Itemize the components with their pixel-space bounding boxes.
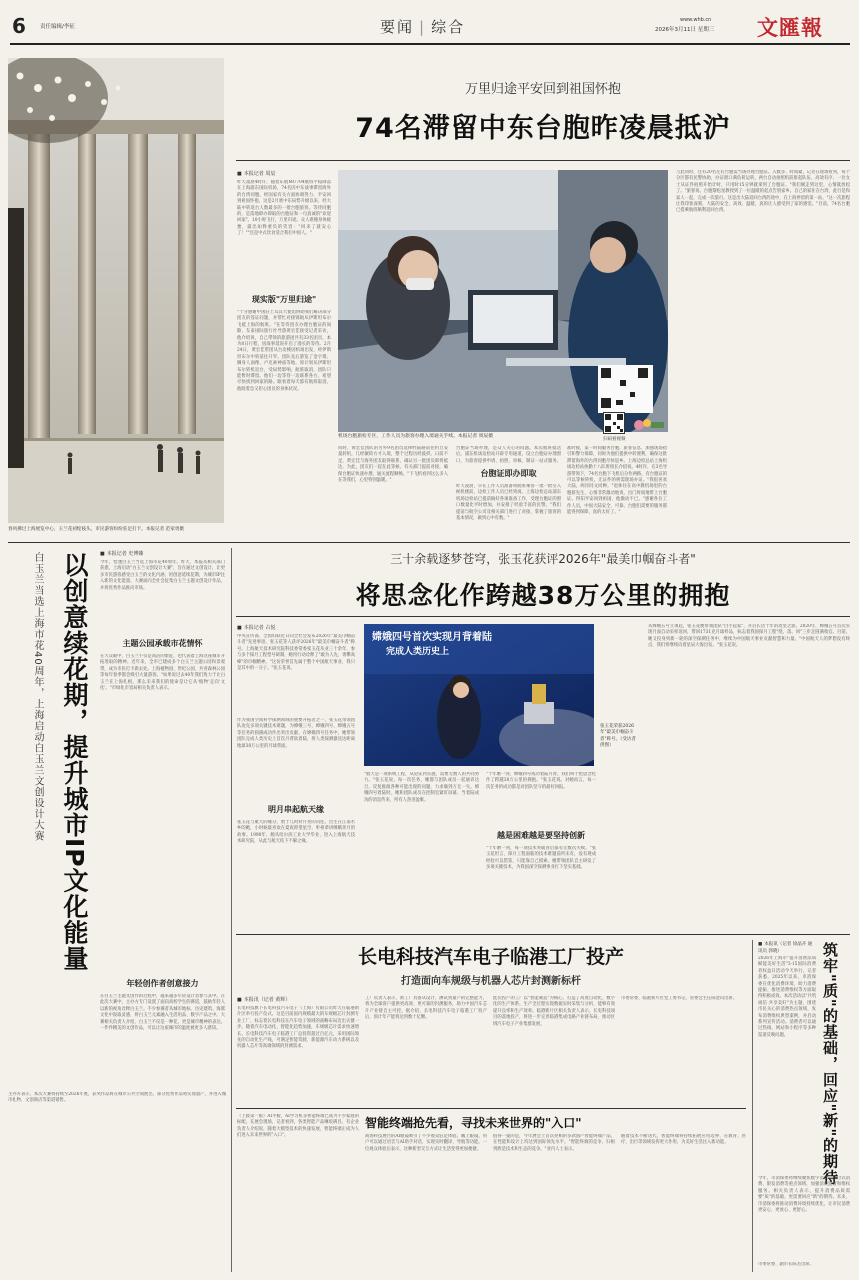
issue-date: 2026年3月11日 星期三 bbox=[655, 27, 715, 33]
story2-subhead-b: 年轻创作者创意接力 bbox=[126, 979, 199, 988]
story3-body-e: "十年磨一剑，嫦娥四号成功着陆月背，我们终于把思念化作了跨越38万公里的拥抱。"张玉花说。对她而言，每一次任务的成功都是对团队坚守的最好回报。 bbox=[486, 772, 596, 790]
story1-subhead-b: 台胞证即办即取 bbox=[480, 469, 537, 478]
story3-byline: ■ 本报记者 占悦 bbox=[237, 624, 275, 631]
story6-body-b: 商汤科技展台的AI眼镜吸引了不少观众驻足体验。戴上眼镜，用户可以通过语音与AI助手对话，实现实时翻译、导航等功能。一位观众体验后表示，这种新型交互方式让生活变得更加便捷。 bbox=[365, 1134, 487, 1152]
site-url: www.whb.cn bbox=[680, 17, 712, 23]
story3-body-d: "航天是一项系统工程，从论证到实施，需要无数人的共同努力。"张玉花说。每一次任务，她都与团队成员一起通宵达旦，反复推演各种可能出现的问题，力求做到万无一失。嫦娥四号着陆时，她和团队成员在控制室紧盯屏幕，当着陆成功的消息传来，所有人热泪盈眶。 bbox=[364, 772, 479, 803]
story1-logo-badge bbox=[633, 414, 665, 436]
section-name: 要闻 bbox=[380, 18, 415, 36]
story4-body-a: 长电科技旗下长电科技汽车电子（上海）有限公司昨天在临港新片区举行投产仪式。这是目前国内规模最大的车规级芯片封测专业工厂，标志着长电科技在汽车电子领域的战略布局迈出关键一步。随着汽车电动化、智能化趋势加速，车规级芯片需求快速增长。长电科技汽车电子临港工厂总投资超过百亿元，采用国际领先的自动化生产线，可满足智能驾驶、新能源汽车动力系统以及机器人芯片等高端领域的封测需求。 bbox=[237, 1006, 359, 1050]
story1-qr-label: 扫码看视频 bbox=[603, 437, 626, 442]
story4-body-c: 此次投产的工厂以"智能制造"为核心，打造了高度自动化、数字化的生产体系。生产全过程实现数据实时采集与分析，能够有效提升良率和生产效率。临港新片区相关负责人表示，长电科技项目的落地投产，将进一步完善临港集成电路产业链布局，推动区域汽车电子产业集群发展。 bbox=[493, 996, 615, 1027]
story1-body-c: 同时，黄宏佳团队的另外9名团员选择经陆路前往约旦安曼转机，几经辗转方才入境，整个过程历经波折。日前不足，黄宏佳与海外团友取得联系，确认另一批团员即将抵达，为此，团友们一起在此等候。有关部门提前对接，确保台胞证快速办理，通关流程顺畅。"下飞机看到这么多人在等我们，心里特别温暖。" bbox=[338, 446, 448, 484]
column-divider-right bbox=[752, 940, 753, 1272]
story1-kicker: 万里归途平安回到祖国怀抱 bbox=[464, 82, 621, 97]
story4-headline: 长电科技汽车电子临港工厂投产 bbox=[357, 946, 624, 968]
story3-photo-banner-2: 完成人类历史上 bbox=[386, 647, 450, 657]
story5-byline: ■ 本报讯（记者 徐晶卉 通讯员 郭晓） bbox=[758, 942, 816, 955]
section-rule-1 bbox=[8, 542, 850, 543]
story2-byline: ■ 本报记者 史博臻 bbox=[100, 550, 143, 557]
story3-headline: 将思念化作跨越38万公里的拥抱 bbox=[355, 581, 731, 610]
story3-kicker: 三十余载逐梦苍穹，张玉花获评2026年"最美巾帼奋斗者" bbox=[390, 552, 696, 566]
story2-vertical-headline: 以创意续花期，提升城市IP文化能量 bbox=[60, 552, 89, 972]
header-rule bbox=[10, 43, 850, 45]
story5-vertical-headline: 筑牢"质"的基础，回应"新"的期待 bbox=[821, 942, 839, 1186]
story1-photo-caption: 机场台胞旅检专区，工作人员为旅客办理入境通关手续。本报记者 周辰摄 bbox=[338, 434, 494, 439]
story3-body-c: 张玉花与航天的缘分，始于儿时对月亮的向往。出生在江南水乡的她，小时候最喜欢在夏夜仰望星空，听祖辈讲嫦娥奔月的故事。1990年，她从哈尔滨工业大学毕业，进入上海航天技术研究院，从此与航天结下不解之缘。 bbox=[237, 820, 355, 845]
page-header bbox=[0, 0, 859, 42]
story3-photo-banner: 嫦娥四号首次实现月背着陆 bbox=[372, 632, 492, 643]
section-rule-2 bbox=[236, 934, 850, 935]
story2-subhead-a: 主题公园承载市花情怀 bbox=[122, 639, 203, 648]
story3-subhead-a: 明月串起航天缘 bbox=[268, 805, 324, 814]
masthead-logo: 文匯報 bbox=[757, 15, 823, 40]
magnolia-photo bbox=[8, 58, 224, 523]
story2-vertical-subtitle: 白玉兰当选上海市花40周年，上海启动白玉兰文创设计大赛 bbox=[32, 552, 43, 842]
story5-body-b: 今年，市消保委将继续聚焦数字消费、预付式消费、银发消费等重点领域，加强消费监督和维权服务。相关负责人表示，提升消费品质需要"质"的基础，更需要回应"新"的期待。未来，市消保委将推动消费环境持续优化，让市民消费更安心、更放心、更舒心。 bbox=[758, 1176, 850, 1214]
story1-body-f: 准时接，第一时间服务台胞，旅客信息，加强现场指引和警力保障，同时为他们提供中转便利，确保这批滞留海外的台湾同胞尽快返乡。上海边检总站上海机场边检站执勤十八队班组长介绍说。4时许，在3名导游带领下，74名台胞下飞机后分作两路，有台胞证的可以等候转机，无证件的则需现场办证。"我很喜欢大陆，两岸同文同种。"退休住在高中教机场里的台胞蔡先生，心情非常激动地说，出门时间地带上台胞证。得知平安回到祖国，他激动不已。"感谢各位工作人员，中国大陆安全、可靠。台胞们需要的服务都能得到保障，真的太好了。" bbox=[567, 446, 667, 516]
story5-footer: 市委常委、副市长陈杰出席。 bbox=[758, 1262, 814, 1267]
story6-body-a: （上接第一版）AI平板、AI学习机等智能终端已成为不少家庭的标配。在展会现场，记者看到，各类智能产品琳琅满目。有企业负责人介绍说，随着大模型技术的快速发展，智能终端正成为人们进入未来世界的"入口"。 bbox=[237, 1114, 359, 1139]
story3-rule bbox=[236, 616, 850, 617]
story2-body-c: 在白玉兰主题文创作的过程中，越来越多年轻设计者参与其中。在此次大赛中，主办方专门设置了面向高校学生的赛道，鼓励年轻人以新的视角诠释白玉兰。不少参赛者从城市地标、历史建筑、海派文化中汲取灵感，将白玉兰元素融入生活用品、数字产品之中。大赛相关负责人介绍，白玉兰不仅是一种花，更是城市精神的表达。一件件精美的文创作品，可以让这座城市的温度被更多人感知。 bbox=[100, 994, 225, 1032]
story1-body-a: 昨天凌晨4时许，随着东航MU704航班平稳降落在上海浦东国际机场，74名因中东战事滞留海外的台湾同胞，经国家有关方面协调努力，平安回到祖国怀抱。这是2月底中东局势升级以来，经大陆中转返台人数最多的一批台胞旅客。等待同胞的，是落地即办即取的台胞证和一句真诚的"欢迎回家"。10小时飞行，万里归途。众人难掩身体疲惫，露出如释重负的笑容："回来了就安心了！""还是中式饮食适合我们中国人。" bbox=[237, 180, 331, 237]
story1-rule bbox=[236, 160, 850, 161]
story4-body-b: 工厂负责人表示，新工厂具备从设计、测试到量产的完整能力，将为全球客户提供更高效、更可靠的封测服务，助力中国汽车芯片产业链自主可控。据介绍，长电科技汽车电子临港工厂投产后，预计年产能将达到数十亿颗。 bbox=[365, 996, 487, 1021]
story6-body-c: 值得一提的是，今年展会上首次亮相的多款国产智能终端产品，在性能和设计上均达到国际领先水平。"智能终端的竞争，归根到底是技术和生态的竞争。"业内人士表示。 bbox=[493, 1134, 615, 1152]
story3-photo bbox=[364, 624, 594, 766]
story4-kicker: 打造面向车规级与机器人芯片封测新标杆 bbox=[401, 976, 581, 987]
story1-byline: ■ 本报记者 周辰 bbox=[237, 170, 275, 177]
section-label: 要闻 | 综合 bbox=[380, 18, 466, 36]
story3-body-g: 从嫦娥五号立项起，张玉花便带领团队"白手起家"，开启长达十年的攻坚之旅。2020年，嫦娥五号首次实现月面自动采样返回，带回1731克月球样品，标志着我国探月工程"绕、落、回"三步走圆满收官。目前，她又投身到新一轮的深空探测任务中，继续为中国航天事业贡献智慧和力量。"中国航天人的梦想没有终点，我们将继续向着星辰大海出发。"张玉花说。 bbox=[648, 624, 850, 649]
story3-body-f: "十年磨一剑，每一项技术突破背后都有无数次失败。"张玉花坦言，探月工程面临的技术难题前所未有，没有现成经验可以借鉴，只能靠自己摸索。她带领团队自主研发了多项关键技术，为我国深空探测事业打下坚实基础。 bbox=[486, 846, 596, 871]
story1-body-e: 昨天凌晨，早在工作人员准备将航班乘客一批一批引入候机楼前，边检工作人员已经到岗。上海边检总站浦东机场边检站已提前做好各项准备工作，受理台胞证的窗口数量比平时增加，并安排了经验丰富的民警。"我们提前与航空公司及相关部门进行了对接，掌握了旅客的基本情况，做到心中有数。" bbox=[456, 484, 561, 522]
story2-body-a: 今年，恰逢白玉兰当选上海市花40周年。昨天，本报从相关部门获悉，上海启动"白玉兰文创设计大赛"，旨在通过文创设计，让更多市民游客感受白玉兰的文化内涵，用创意延续花期，为城市IP注入新的文化能量。大赛面向全社会征集白玉兰主题文创设计作品，并将优秀作品推向市场。 bbox=[100, 560, 225, 591]
story3-body-a: 中央宣传部、全国妇联近日向全社会发布2026年"最美巾帼奋斗者"先进事迹。张玉花等人获评2026年"最美巾帼奋斗者"称号。上海航天技术研究院科技委常委张玉花从业三十余年，参与多个探月工程型号研制，她用行动诠释了"敢为人先、勇攀高峰"的巾帼精神。"这份荣誉首先属于整个中国航天事业，我只是其中的一分子。"张玉花说。 bbox=[237, 634, 355, 672]
story3-photo-caption: 张玉花荣获2026年"最美巾帼奋斗者"称号。（受访者供图） bbox=[600, 724, 636, 748]
qr-code-icon[interactable] bbox=[603, 412, 625, 434]
story2-body-b: 在大众眼中，白玉兰不仅是高洁的象征，也代表着上海这座城市开拓进取的精神。近年来，全市已建成多个白玉兰主题公园和景观带，成为市民打卡新去处。上海植物园、世纪公园、共青森林公园等每年春季都会吸引大量游客。"如果说过去40年我们致力于让白玉兰在上海扎根，那么未来我们的使命是让它从'植物'走向'文化'。"市绿化市容局相关负责人表示。 bbox=[100, 654, 225, 692]
magnolia-photo-caption: 春风拂过上海展览中心，玉兰花初绽枝头，市民游客纷纷驻足打卡。本报记者 范家勇摄 bbox=[8, 527, 185, 532]
story3-body-b: 作为我国空间科学探测领域的重要开拓者之一，张玉花带领团队攻克多项关键技术难题，为嫦娥三号、嫦娥四号、嫦娥五号等任务的圆满成功作出突出贡献。在嫦娥四号任务中，她带领团队完成人类历史上首次月背软着陆，将人类探测器送达距离地球38万公里的月球背面。 bbox=[237, 718, 355, 749]
story1-body-g: 与此同时，还有20名左右台胞需当场办理台胞证。入数多、时间紧，记者在现场看到，每个分区都有民警协助，办证窗口满负荷运转，两台自动拍照机前排起队伍，高效有序，一位女士从证件拍照开始计时，只用时15分钟就拿到了台胞证。"我们刚走到这里，心情就放松了。"旅客说。台胞黎松星教授到了一位温暖的起点告别家乡。自己的家住在台湾，此行是和家人一起，完成一次旅行。这是出大陆返回台湾的途中，在上海停留的第一站。"这一次旅程让我印象深刻，大陆的安全、高效、温暖，真的让人感受到了家的感觉。"目前，74名台胞已搭乘航班顺利返回台湾。 bbox=[676, 170, 850, 214]
story2-body-d: 主办方表示，本次大赛将持续至2026年底，获奖作品将在城市公共空间展出，部分优秀作品将实现量产，并进入城市礼物、文创商店等渠道销售。 bbox=[8, 1092, 226, 1104]
section-name-2: 综合 bbox=[431, 18, 466, 36]
story5-body-a: 2026年上海市"提升消费品质 赋能美好生活"3·15国际消费者权益日活动今天举行。记者获悉，2025年以来，市消保委在优化消费环境、助力消费提振、推进消费维权等方面取得积极成效。本次活动以"共筑诚信 共享美好"为主题，围绕市民关心的消费热点领域，发布消费维权典型案例，并启动系列宣传活动。消费者可以通过热线、网站和小程序等多种渠道反映问题。 bbox=[758, 956, 816, 1038]
story1-headline: 74名滞留中东台胞昨凌晨抵沪 bbox=[355, 113, 731, 144]
story1-body-d: 台胞证当场办理，是众人关心的问题。本次航班抵达后，浦东机场边检站开辟专用通道，设立台胞证办理窗口，为旅客提供申请、拍照、审核、制证一站式服务。 bbox=[456, 446, 561, 464]
story4-body-d: 市委常委、临港新片区党工委书记、管委会主任陈金山出席。 bbox=[621, 996, 738, 1001]
story6-body-d: 随着技术不断迭代，智能终端将持续拓展应用边界，在教育、医疗、出行等领域发挥更大作用，为美好生活注入新动能。 bbox=[621, 1134, 746, 1146]
story6-headline: 智能终端抢先看，寻找未来世界的"入口" bbox=[365, 1116, 582, 1130]
story1-photo bbox=[338, 170, 668, 432]
section-rule-3 bbox=[236, 1108, 746, 1109]
story4-byline: ■ 本报讯（记者 黄辉） bbox=[237, 996, 290, 1003]
story3-subhead-b: 越是困难越是要坚持创新 bbox=[497, 831, 585, 840]
story1-subhead-a: 现实版"万里归途" bbox=[251, 295, 317, 304]
page-number: 6 bbox=[12, 14, 26, 38]
column-divider-left bbox=[231, 548, 232, 1272]
story1-body-b: "十分感谢中国驻土耳其大使馆协助我们解决部分团友的签证问题，并帮忙对接锦航从伊斯坦布尔飞抵上海的航班。"在等待团友办理台胞证的间隙，友泰国际旅行社导游黄宏佳接受记者采访，他介绍说，自己带领的旅游团共有33名团员，本为8日行程，因战事延误开启了漫长的等待。2月24日，黄宏佳带团从台北桃园机场出发，经伊斯坦布尔中转前往开罗。团队先后游览了金字塔、狮身人面像、卢克索神庙等地。原计划从伊斯坦布尔转机返台，受局势影响，航班取消，团队只能暂时滞留。他们一边等待一边联系各方，希望尽快找到回家的路。眼看着每天都有航班取消，他既着急又担心团员的身体状况。 bbox=[237, 310, 331, 392]
editor-line: 责任编辑/李征 bbox=[40, 24, 75, 30]
